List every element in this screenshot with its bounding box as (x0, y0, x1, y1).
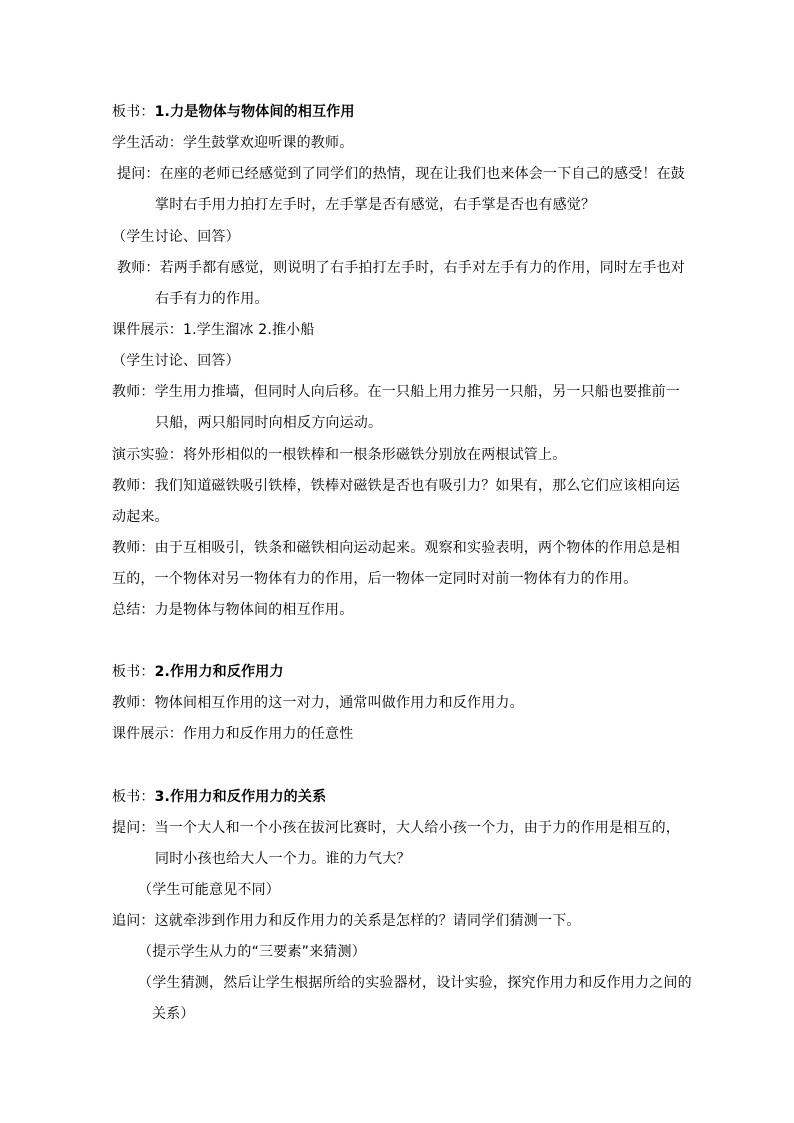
section1-line: 互的，一个物体对另一物体有力的作用，后一物体一定同时对前一物体有力的作用。 (112, 571, 638, 587)
section2-line: 课件展示：作用力和反作用力的任意性 (112, 726, 354, 742)
section1-line: 学生活动：学生鼓掌欢迎听课的教师。 (112, 135, 354, 151)
section1-line: （学生讨论、回答） (112, 229, 240, 245)
section2-heading-prefix: 板书： (112, 664, 155, 680)
section1-line: 提问：在座的老师已经感觉到了同学们的热情，现在让我们也来体会一下自己的感受！在鼓 (117, 166, 685, 182)
section1-line: 教师：我们知道磁铁吸引铁棒，铁棒对磁铁是否也有吸引力？如果有，那么它们应该相向运 (112, 478, 680, 494)
section1-line: 教师：由于互相吸引，铁条和磁铁相向运动起来。观察和实验表明，两个物体的作用总是相 (112, 540, 680, 556)
section3-line: （学生猜测，然后让学生根据所给的实验器材，设计实验，探究作用力和反作用力之间的 (138, 975, 692, 991)
section1-line: （学生讨论、回答） (112, 353, 240, 369)
section1-line: 课件展示：1.学生溜冰 2.推小船 (112, 322, 315, 338)
section1-line: 掌时右手用力拍打左手时，左手掌是否有感觉，右手掌是否也有感觉？ (155, 197, 596, 213)
section1-heading-prefix: 板书： (112, 104, 155, 120)
section1-heading-title: 1.力是物体与物体间的相互作用 (154, 104, 355, 120)
section3-line: 提问：当一个大人和一个小孩在拔河比赛时，大人给小孩一个力，由于力的作用是相互的， (112, 820, 680, 836)
section2-heading (112, 662, 284, 682)
section3-heading (112, 787, 326, 807)
section3-line: （学生可能意见不同） (138, 882, 280, 898)
section3-line: （提示学生从力的“三要素”来猜测） (138, 944, 366, 960)
section1-line: 演示实验：将外形相似的一根铁棒和一根条形磁铁分别放在两根试管上。 (112, 447, 567, 463)
section3-line: 同时小孩也给大人一个力。谁的力气大？ (155, 851, 411, 867)
section2-heading-title: 2.作用力和反作用力 (154, 664, 284, 680)
section3-line: 追问：这就牵涉到作用力和反作用力的关系是怎样的？请同学们猜测一下。 (112, 913, 581, 929)
section3-heading-prefix: 板书： (112, 789, 155, 805)
section3-heading-title: 3.作用力和反作用力的关系 (154, 789, 327, 805)
section3-line: 关系） (152, 1006, 195, 1022)
section1-line: 教师：若两手都有感觉，则说明了右手拍打左手时，右手对左手有力的作用，同时左手也对 (117, 260, 685, 276)
section1-line: 右手有力的作用。 (155, 291, 269, 307)
section1-line: 只船，两只船同时向相反方向运动。 (155, 415, 383, 431)
section1-line: 总结：力是物体与物体间的相互作用。 (112, 602, 354, 618)
section1-line: 动起来。 (112, 509, 169, 525)
section1-line: 教师：学生用力推墙，但同时人向后移。在一只船上用力推另一只船，另一只船也要推前一 (112, 384, 680, 400)
section1-heading (112, 102, 355, 122)
section2-line: 教师：物体间相互作用的这一对力，通常叫做作用力和反作用力。 (112, 695, 524, 711)
